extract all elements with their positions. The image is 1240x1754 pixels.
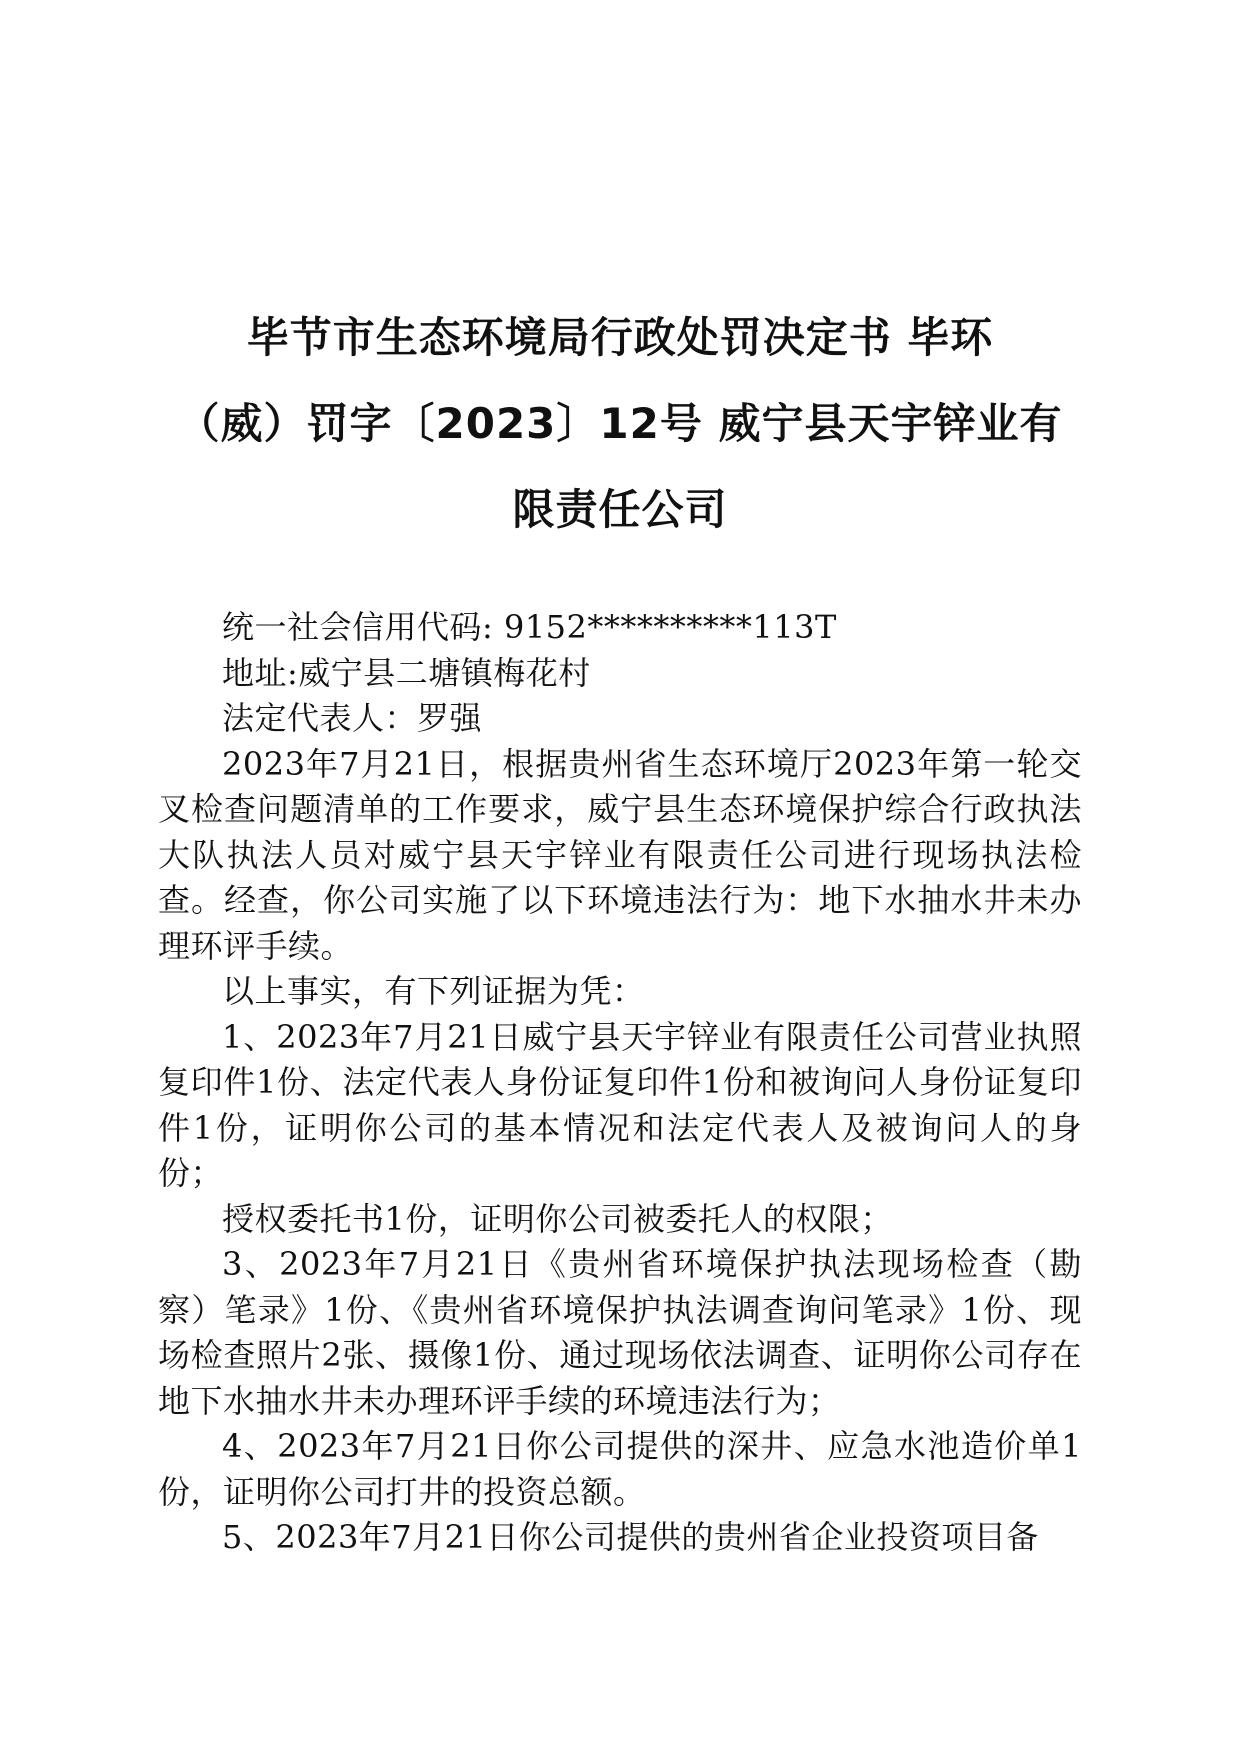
document-body	[158, 605, 1082, 1561]
evidence-intro: 以上事实，有下列证据为凭：	[222, 972, 645, 1010]
document-title	[150, 295, 1090, 553]
legal-representative-line: 法定代表人：罗强	[222, 699, 483, 737]
evidence-item-2: 授权委托书1份，证明你公司被委托人的权限；	[222, 1199, 893, 1238]
title-line: 限责任公司	[512, 485, 728, 534]
address-line: 地址:威宁县二塘镇梅花村	[222, 653, 591, 692]
facts-paragraph: 2023年7月21日，根据贵州省生态环境厅2023年第一轮交叉检查问题清单的工作要求，威宁县生态环境保护综合行政执法大队执法人员对威宁县天宇锌业有限责任公司进行现场执法检查。经查，你公司实施了以下环境违法行为：地下水抽水井未办理环评手续。	[158, 744, 1082, 965]
credit-code-line: 统一社会信用代码: 9152**********113T	[222, 608, 837, 646]
evidence-item-3: 3、2023年7月21日《贵州省环境保护执法现场检查（勘察）笔录》1份、《贵州省环境保护执法调查询问笔录》1份、现场检查照片2张、摄像1份、通过现场依法调查、证明你公司存在地下水抽水井未办理环评手续的环境违法行为；	[158, 1245, 1082, 1420]
evidence-item-1: 1、2023年7月21日威宁县天宇锌业有限责任公司营业执照复印件1份、法定代表人身份证复印件1份和被询问人身份证复印件1份，证明你公司的基本情况和法定代表人及被询问人的身份；	[158, 1017, 1082, 1192]
title-line: （威）罚字〔2023〕12号 威宁县天宇锌业有	[177, 399, 1063, 448]
evidence-item-5: 5、2023年7月21日你公司提供的贵州省企业投资项目备	[222, 1518, 1039, 1556]
title-line: 毕节市生态环境局行政处罚决定书 毕环	[246, 313, 994, 362]
evidence-item-4: 4、2023年7月21日你公司提供的深井、应急水池造价单1份，证明你公司打井的投资总额。	[158, 1427, 1082, 1511]
